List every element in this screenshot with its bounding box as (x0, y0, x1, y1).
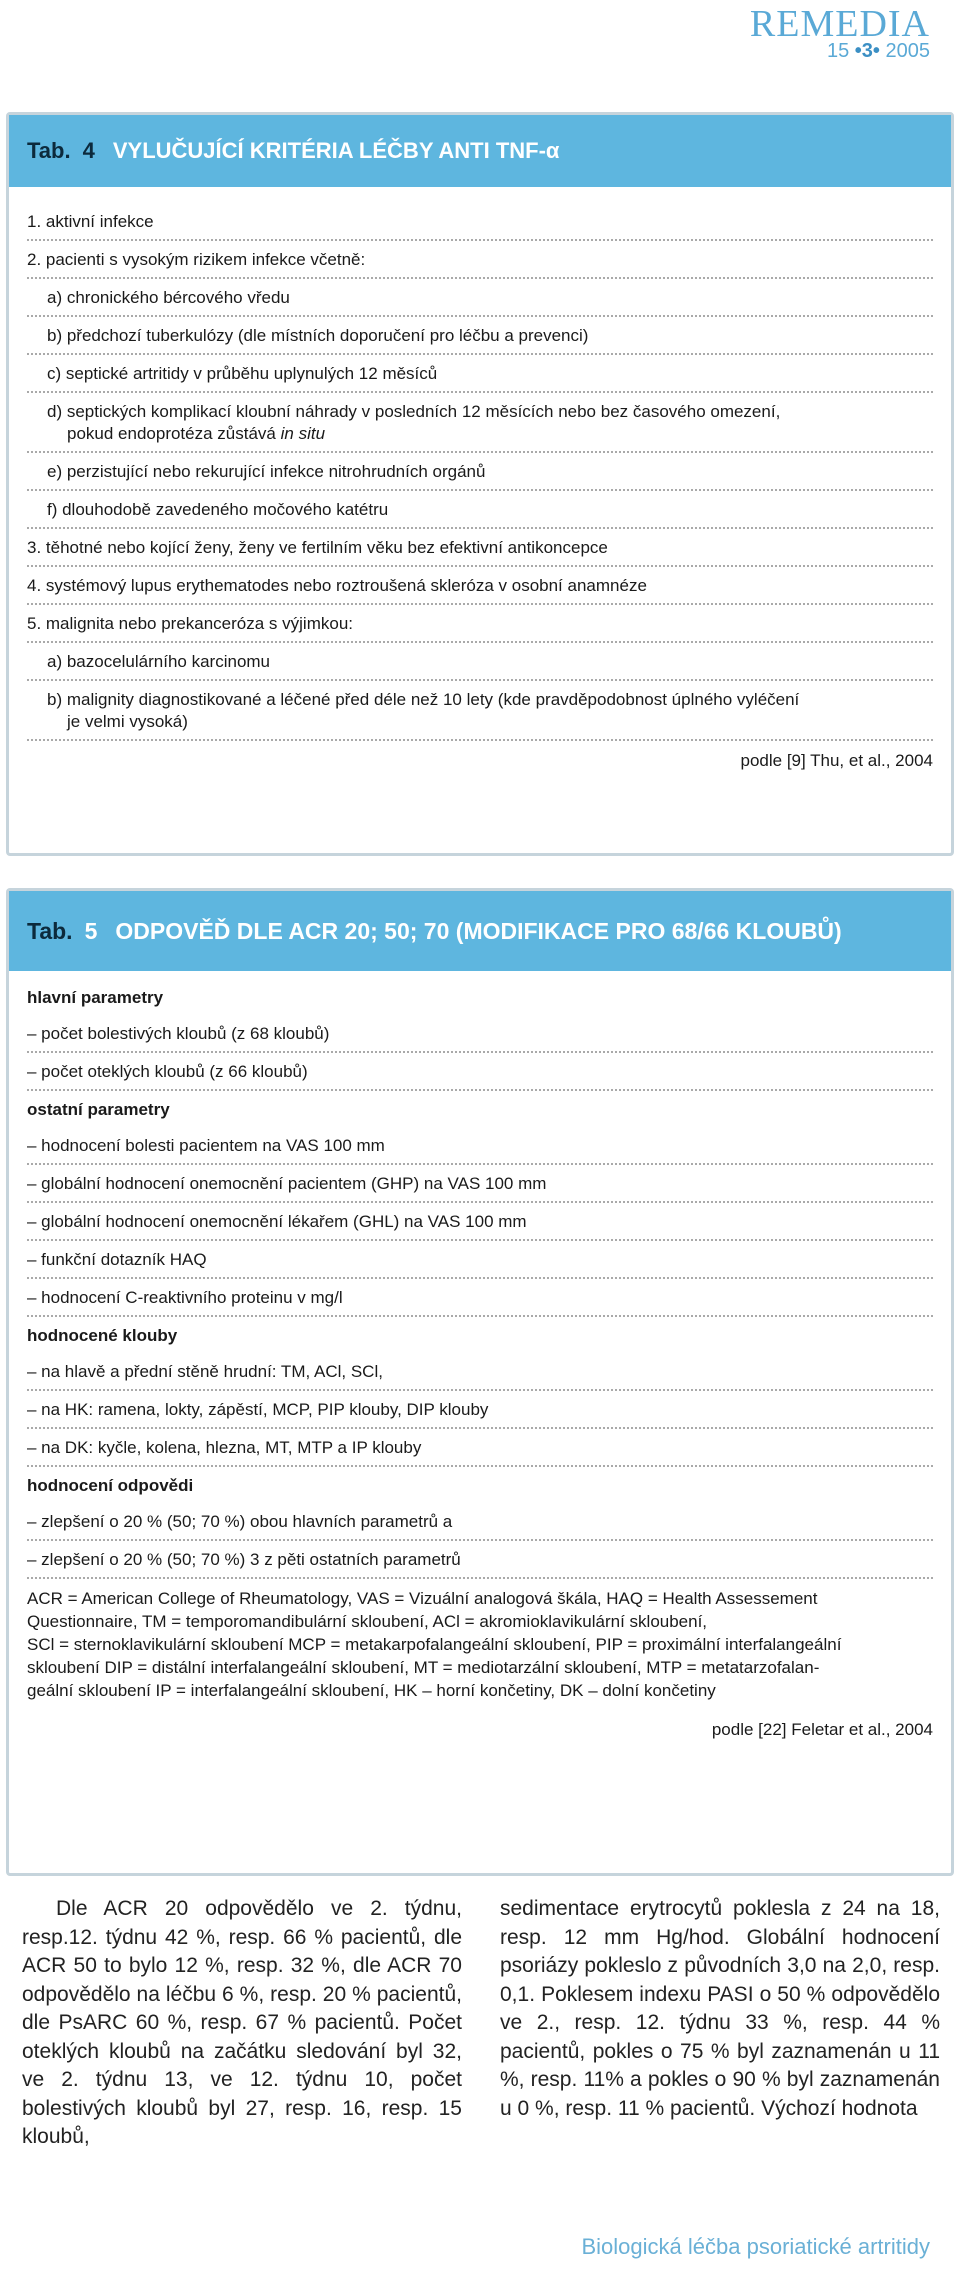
abbreviation-line: skloubení DIP = distální interfalangeální skloubení, MT = mediotarzální skloubení, MTP = metatarzofalan- (27, 1658, 820, 1677)
table-4-row (27, 681, 933, 741)
table-4-row (27, 203, 933, 241)
table-4-row-text: e) perzistující nebo rekurující infekce nitrohrudních orgánů (47, 462, 486, 481)
table-5-row: – globální hodnocení onemocnění pacientem (GHP) na VAS 100 mm (27, 1165, 933, 1203)
issue-date: 15 •3• 2005 (826, 40, 930, 62)
journal-logo: REMEDIA (749, 3, 930, 45)
table-4-row-text: b) malignity diagnostikované a léčené před déle než 10 lety (kde pravděpodobnost úplného vyléčení (47, 690, 800, 709)
table-4-row (27, 529, 933, 567)
table-4-row-italic-text: in situ (280, 424, 326, 443)
table-4-row (27, 643, 933, 681)
table-4-row-text: f) dlouhodobě zavedeného močového katétru (47, 500, 389, 519)
abbreviation-line: ACR = American College of Rheumatology, VAS = Vizuální analogová škála, HAQ = Health Assessement (27, 1589, 818, 1608)
table-4-row-continuation-text: je velmi vysoká) (67, 712, 188, 731)
table-4-row-continuation (47, 711, 933, 733)
table-4-row-text: c) septické artritidy v průběhu uplynulých 12 měsíců (47, 364, 438, 383)
table-4-title: VYLUČUJÍCÍ KRITÉRIA LÉČBY ANTI TNF-α (112, 138, 560, 163)
abbreviation-line: geální skloubení IP = interfalangeální skloubení, HK – horní končetiny, DK – dolní končetiny (27, 1681, 716, 1700)
table-4-row (27, 393, 933, 453)
table-4-number: 4 (82, 138, 95, 163)
table-5-row: – počet oteklých kloubů (z 66 kloubů) (27, 1053, 933, 1091)
table-5-header (9, 891, 951, 971)
abbreviation-line: SCl = sternoklavikulární skloubení MCP = metakarpofalangeální skloubení, PIP = proximální interfalangeální (27, 1635, 842, 1654)
table-5-row: – hodnocení C-reaktivního proteinu v mg/l (27, 1279, 933, 1317)
table-5-section-heading: hlavní parametry (27, 988, 164, 1007)
table-4-row (27, 491, 933, 529)
body-column-right (500, 1895, 940, 2123)
body-paragraph-right: sedimentace erytrocytů poklesla z 24 na 18, resp. 12 mm Hg/hod. Globální hodnocení psoriázy pokleslo z původních 3,0 na 2,0, resp. 0,1. Poklesem indexu PASI o 50 % odpovědělo ve 2., resp. 12. týdnu 33 %, resp. 44 % pacientů, pokles o 75 % byl zaznamenán u 11 %, resp. 11% a pokles o 90 % byl zaznamenán u 0 %, resp. 11 % pacientů. Výchozí hodnota (500, 1897, 940, 2120)
table-5-section-heading: hodnocení odpovědi (27, 1476, 194, 1495)
table-4-row-text: 2. pacienti s vysokým rizikem infekce včetně: (27, 250, 366, 269)
body-column-left (22, 1895, 462, 2152)
table-5-row: – na DK: kyčle, kolena, hlezna, MT, MTP a IP klouby (27, 1429, 933, 1467)
date-month: 3 (861, 40, 873, 62)
table-4-rows (9, 187, 951, 741)
table-4-row-continuation-text: pokud endoprotéza zůstává (67, 424, 276, 443)
table-5-row: – zlepšení o 20 % (50; 70 %) 3 z pěti ostatních parametrů (27, 1541, 933, 1579)
table-4-source: podle [9] Thu, et al., 2004 (740, 751, 933, 770)
table-4-row-text: a) bazocelulárního karcinomu (47, 652, 271, 671)
table-4-row-text: a) chronického bércového vředu (47, 288, 290, 307)
table-5 (6, 888, 954, 1876)
table-4-row (27, 567, 933, 605)
table-4-row (27, 453, 933, 491)
table-5-title: ODPOVĚĎ DLE ACR 20; 50; 70 (MODIFIKACE PRO 68/66 KLOUBŮ) (115, 917, 842, 944)
table-4-row-text: 5. malignita nebo prekanceróza s výjimkou: (27, 614, 353, 633)
table-4-row-continuation (47, 423, 933, 445)
table-5-row: – zlepšení o 20 % (50; 70 %) obou hlavních parametrů a (27, 1503, 933, 1541)
date-year: 2005 (885, 40, 930, 62)
table-5-row: – hodnocení bolesti pacientem na VAS 100 mm (27, 1127, 933, 1165)
table-5-row: – počet bolestivých kloubů (z 68 kloubů) (27, 1015, 933, 1053)
table-5-row: – na hlavě a přední stěně hrudní: TM, ACl, SCl, (27, 1353, 933, 1391)
table-5-source: podle [22] Feletar et al., 2004 (711, 1720, 933, 1739)
table-4-row-text: 1. aktivní infekce (27, 212, 154, 231)
table-4-row-text: d) septických komplikací kloubní náhrady v posledních 12 měsících nebo bez časového omezení, (47, 402, 781, 421)
table-4 (6, 112, 954, 856)
abbreviation-line: Questionnaire, TM = temporomandibulární skloubení, ACl = akromioklavikulární skloubení, (27, 1612, 708, 1631)
table-4-row (27, 241, 933, 279)
body-paragraph-left: Dle ACR 20 odpovědělo ve 2. týdnu, resp.12. týdnu 42 %, resp. 66 % pacientů, dle ACR 50 to bylo 12 %, resp. 32 %, dle ACR 70 odpovědělo na léčbu 6 %, resp. 20 % pacientů, dle PsARC 60 %, resp. 67 % pacientů. Počet oteklých kloubů na začátku sledování byl 32, ve 2. týdnu 13, ve 12. týdnu 10, počet bolestivých kloubů byl 27, resp. 16, resp. 15 kloubů, (22, 1897, 462, 2148)
table-5-label: Tab. (27, 917, 73, 944)
table-4-row (27, 317, 933, 355)
table-4-label: Tab. (27, 138, 71, 163)
table-5-section-heading: hodnocené klouby (27, 1326, 178, 1345)
table-5-row: – funkční dotazník HAQ (27, 1241, 933, 1279)
page-footer: Biologická léčba psoriatické artritidy (581, 2234, 930, 2259)
table-5-abbreviations (27, 1579, 933, 1710)
table-4-row (27, 605, 933, 643)
table-5-rows (9, 971, 951, 1579)
table-5-number: 5 (84, 917, 98, 944)
table-4-row-text: 4. systémový lupus erythematodes nebo roztroušená skleróza v osobní anamnéze (27, 576, 647, 595)
table-4-row (27, 355, 933, 393)
table-5-section-heading: ostatní parametry (27, 1100, 170, 1119)
table-4-header (9, 115, 951, 187)
table-4-row-text: 3. těhotné nebo kojící ženy, ženy ve fertilním věku bez efektivní antikoncepce (27, 538, 608, 557)
table-5-row: – na HK: ramena, lokty, zápěstí, MCP, PIP klouby, DIP klouby (27, 1391, 933, 1429)
date-day: 15 (826, 40, 850, 62)
table-4-row-text: b) předchozí tuberkulózy (dle místních doporučení pro léčbu a prevenci) (47, 326, 589, 345)
table-4-row (27, 279, 933, 317)
table-5-row: – globální hodnocení onemocnění lékařem (GHL) na VAS 100 mm (27, 1203, 933, 1241)
